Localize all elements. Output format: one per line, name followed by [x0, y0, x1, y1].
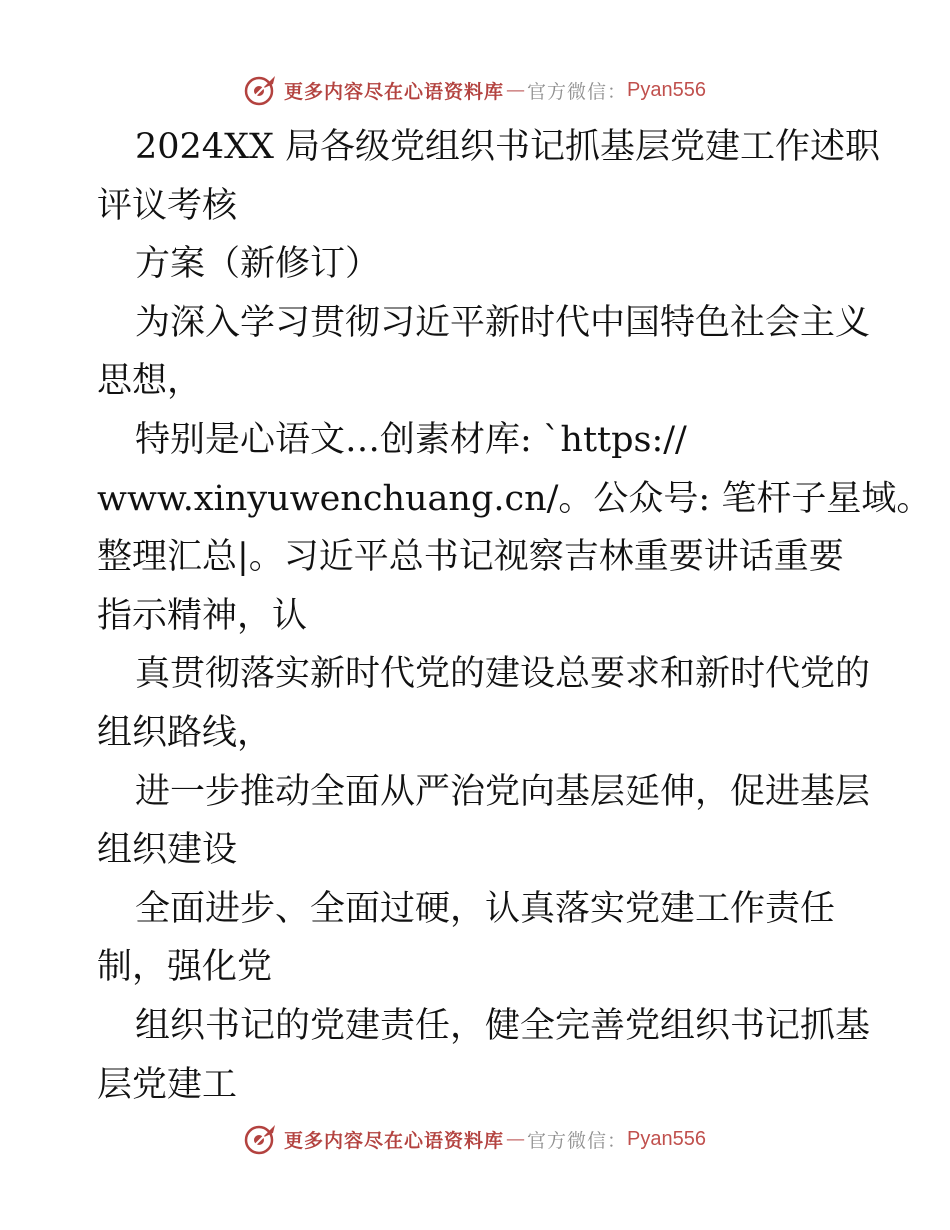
paragraph-line: 层党建工: [97, 1064, 238, 1105]
header-watermark-banner: [0, 70, 950, 110]
quill-logo-icon: [244, 1122, 278, 1156]
footer-watermark-banner: [0, 1119, 950, 1159]
banner-contact-label: 官方微信：: [527, 80, 628, 103]
banner-dash: —: [506, 79, 526, 101]
banner-dash: —: [506, 1128, 526, 1150]
paragraph-line: 指示精神，认: [97, 595, 308, 636]
paragraph-line: 进一步推动全面从严治党向基层延伸，促进基层: [135, 771, 871, 812]
banner-contact-label: 官方微信：: [527, 1129, 628, 1152]
document-body: [97, 118, 932, 1114]
paragraph-line: 组织书记的党建责任，健全完善党组织书记抓基: [135, 1005, 871, 1046]
quill-logo-icon: [244, 73, 278, 107]
banner-wechat-handle: Pyan556: [627, 78, 706, 101]
banner-wechat-handle: Pyan556: [627, 1127, 706, 1150]
paragraph-line: 制，强化党: [97, 947, 273, 988]
banner-brand-text: 更多内容尽在心语资料库: [284, 1129, 505, 1152]
paragraph-line: 真贯彻落实新时代党的建设总要求和新时代党的: [135, 654, 871, 695]
title-line-1: 2024XX 局各级党组织书记抓基层党建工作述职: [135, 127, 881, 167]
paragraph-line: 组织建设: [97, 830, 238, 871]
title-line-2: 评议考核: [97, 185, 238, 226]
banner-brand-text: 更多内容尽在心语资料库: [284, 80, 505, 103]
paragraph-line: 全面进步、全面过硬，认真落实党建工作责任: [135, 888, 836, 929]
subtitle-line: 方案（新修订）: [135, 244, 381, 285]
paragraph-line: 思想，: [97, 361, 203, 402]
paragraph-line: 组织路线，: [97, 712, 273, 753]
paragraph-line: www.xinyuwenchuang.cn/。公众号: 笔杆子星域。: [97, 478, 932, 519]
paragraph-line: 整理汇总|。习近平总书记视察吉林重要讲话重要: [97, 537, 844, 578]
paragraph-line: 为深入学习贯彻习近平新时代中国特色社会主义: [135, 302, 871, 343]
paragraph-line: 特别是心语文…创素材库: `https://: [135, 419, 687, 460]
